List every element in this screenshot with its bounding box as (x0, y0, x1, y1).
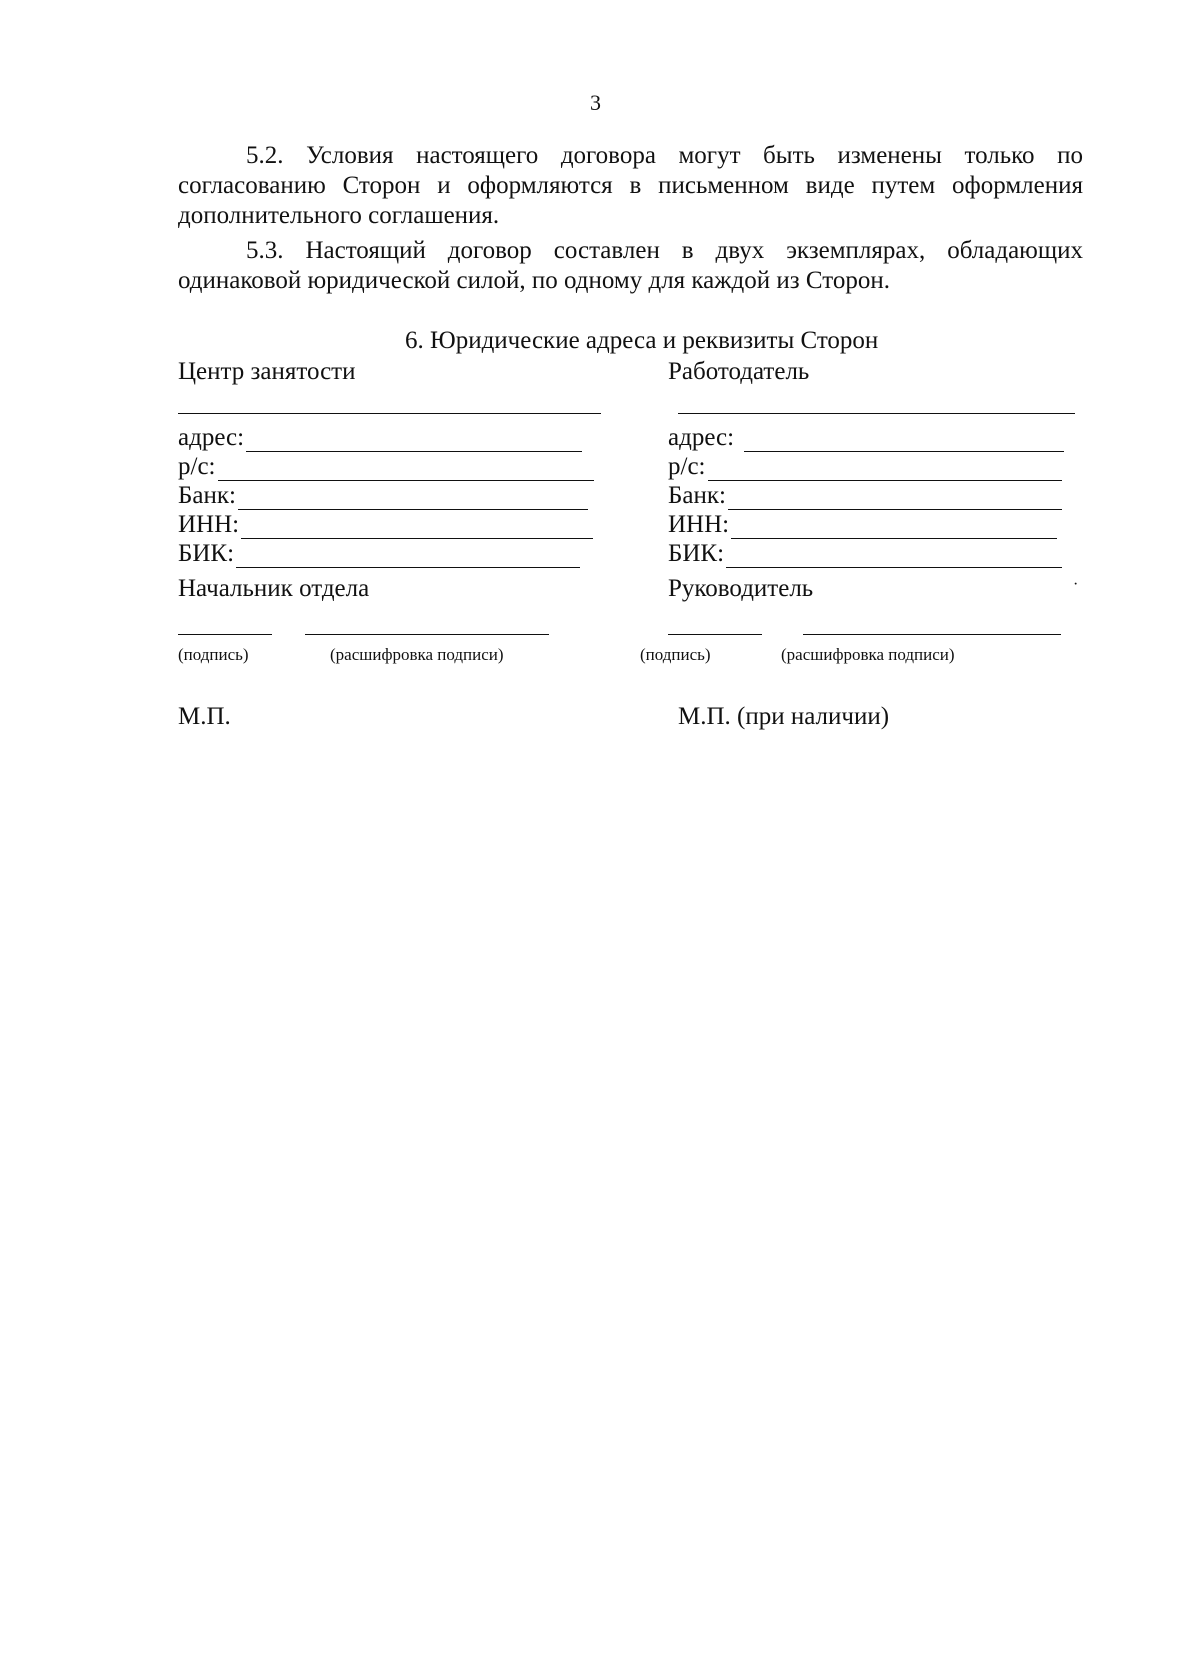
left-field-address-line (246, 429, 582, 452)
left-field-bank (178, 482, 588, 510)
left-signer-title: Начальник отдела (178, 575, 370, 602)
left-field-account-label: р/с: (178, 453, 216, 480)
left-signature-line (178, 634, 272, 635)
left-party-heading: Центр занятости (178, 358, 356, 385)
left-field-bank-label: Банк: (178, 482, 236, 509)
right-decode-caption: (расшифровка подписи) (781, 645, 955, 664)
left-field-inn (178, 511, 593, 539)
left-decode-line (305, 634, 549, 635)
left-field-account-line (218, 458, 594, 481)
right-decode-line (803, 634, 1061, 635)
left-field-address-label: адрес: (178, 424, 245, 451)
right-field-address-line (744, 429, 1064, 452)
right-field-account-line (708, 458, 1062, 481)
right-field-bank (668, 482, 1062, 510)
right-field-inn-label: ИНН: (668, 511, 730, 538)
right-stamp: М.П. (при наличии) (678, 703, 890, 730)
left-field-inn-line (241, 516, 593, 539)
left-stamp: М.П. (178, 703, 231, 730)
left-field-address (178, 424, 582, 452)
right-signer-title: Руководитель (668, 575, 814, 602)
left-sign-caption: (подпись) (178, 645, 249, 664)
right-field-bank-label: Банк: (668, 482, 726, 509)
left-field-bik-label: БИК: (178, 540, 235, 567)
left-field-bank-line (238, 487, 588, 510)
right-signature-line (668, 634, 762, 635)
left-field-bik (178, 540, 580, 568)
section-title: 6. Юридические адреса и реквизиты Сторон (405, 327, 879, 354)
right-party-heading: Работодатель (668, 358, 810, 385)
right-field-address (668, 424, 1064, 452)
left-field-inn-label: ИНН: (178, 511, 240, 538)
page-number: 3 (590, 90, 601, 115)
right-field-address-label: адрес: (668, 424, 735, 451)
right-field-bik-label: БИК: (668, 540, 725, 567)
right-field-bik (668, 540, 1062, 568)
right-field-account (668, 453, 1062, 481)
right-sign-caption: (подпись) (640, 645, 711, 664)
stray-dot: · (1073, 576, 1079, 593)
left-field-bik-line (236, 545, 580, 568)
paragraph-5-2: 5.2. Условия настоящего договора могут быть изменены только по согласованию Сторон и оформляются в письменном виде путем оформления дополнительного соглашения. (178, 142, 1083, 229)
right-field-bik-line (726, 545, 1062, 568)
paragraph-5-3: 5.3. Настоящий договор составлен в двух экземплярах, обладающих одинаковой юридической силой, по одному для каждой из Сторон. (178, 237, 1083, 294)
left-decode-caption: (расшифровка подписи) (330, 645, 504, 664)
right-field-bank-line (728, 487, 1062, 510)
right-name-line (678, 413, 1075, 414)
right-field-inn-line (731, 516, 1057, 539)
right-field-inn (668, 511, 1057, 539)
left-name-line (178, 413, 601, 414)
left-field-account (178, 453, 594, 481)
right-field-account-label: р/с: (668, 453, 706, 480)
